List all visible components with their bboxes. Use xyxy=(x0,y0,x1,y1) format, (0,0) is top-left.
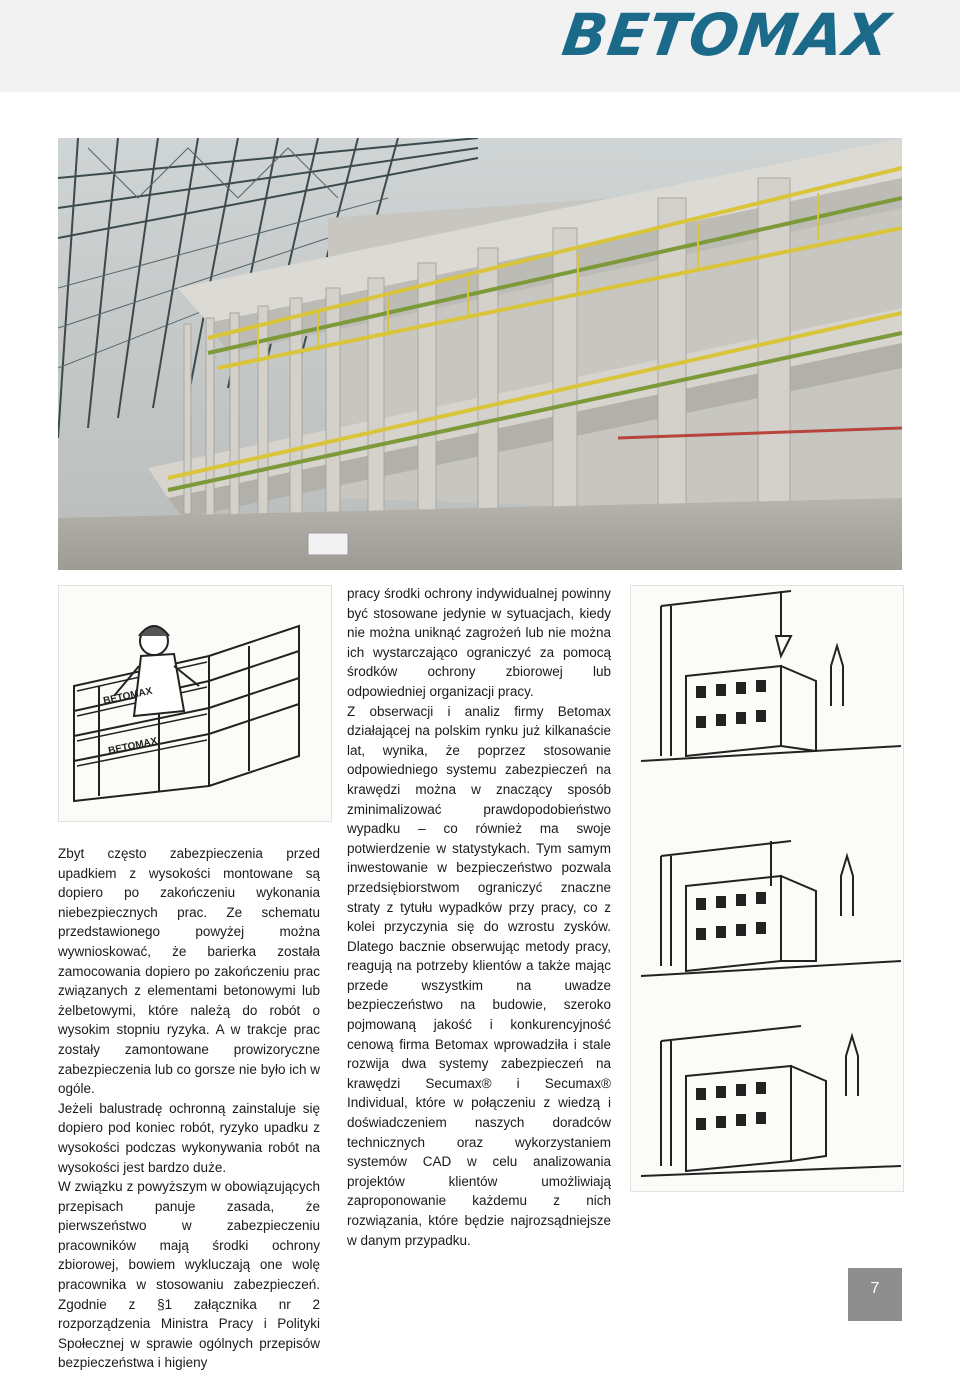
warehouse-edge-protection-photo xyxy=(58,138,902,570)
paragraph: Jeżeli balustradę ochronną zainstaluje się dopiero pod koniec robót, ryzyko upadku z wysokości podczas wykonywania robót na wysokości jest bardzo duże. xyxy=(58,1100,320,1175)
paragraph: Zbyt często zabezpieczenia przed upadkiem z wysokości montowane są dopiero po zakończeniu wykonania niebezpiecznych prac. Ze schematu przedstawionego powyżej można wywnioskować, że barierka została zamocowania dopiero po zakończeniu prac związanych z elementami betonowymi lub żelbetowymi, które należą do robót o wysokim stopniu ryzyka. A w trakcje prac zostały zamontowane prowizoryczne zabezpieczenia lub co gorsze nie było ich w ogóle. xyxy=(58,846,320,1097)
railing-brand-text: BETOMAX xyxy=(107,735,159,757)
page-number-box xyxy=(848,1268,902,1321)
page-number: 7 xyxy=(870,1280,880,1297)
betomax-logo: BETOMAX xyxy=(558,1,895,69)
left-column-text xyxy=(58,844,320,1373)
railing-brand-text: BETOMAX xyxy=(102,685,154,707)
worker-on-railing-sketch xyxy=(58,585,332,822)
paragraph: W związku z powyższym w obowiązujących przepisach panuje zasada, że pierwszeństwo w zabezpieczeniu pracowników mają środki ochrony zbiorowej, bowiem wykluczają one wolę pracownika w stosowaniu zabezpieczeń. Zgodnie z §1 załącznika nr 2 rozporządzenia Ministra Pracy i Polityki Społecznej w sprawie ogólnych przepisów bezpieczeństwa i higieny xyxy=(58,1179,320,1371)
paragraph: Z obserwacji i analiz firmy Betomax działającej na polskim rynku już kilkanaście lat, wynika, że poprzez stosowanie odpowiedniego systemu zabezpieczeń na krawędzi można w znaczący sposób zminimalizować prawdopodobieństwo wypadku – co również ma swoje potwierdzenie w statystykach. Tym samym inwestowanie w bezpieczeństwo pozwala przedsiębiorstwom ograniczyć znaczne straty z tytułu wypadków przy pracy, co z kolei przyczynia się do wzrostu zysków. Dlatego bacznie obserwując metody pracy, reagują na potrzeby klientów a także mając przede wszystkim na uwadze bezpieczeństwo na budowie, szeroko pojmowaną jakość i konkurencyjność cenową firma Betomax wprowadziła i stale rozwija dwa systemy zabezpieczeń na krawędzi Secumax® i Secumax® Individual, które w połączeniu z wiedzą i doświadczeniem naszych doradców technicznych oraz wykorzystaniem systemów CAD w celu analizowania projektów klientów umożliwiają zaproponowanie każdemu z nich rozwiązania, które będzie najrozsądniejsze w danym przypadku. xyxy=(347,703,611,1248)
crane-building-sketches xyxy=(630,585,904,1192)
middle-column-text xyxy=(347,584,611,1250)
paragraph: pracy środki ochrony indywidualnej powinny być stosowane jedynie w sytuacjach, kiedy nie można uniknąć zagrożeń lub nie można ich wystarczająco ograniczyć za pomocą środków ochrony zbiorowej lub odpowiedniej organizacji pracy. xyxy=(347,586,611,699)
header-band xyxy=(0,0,960,92)
